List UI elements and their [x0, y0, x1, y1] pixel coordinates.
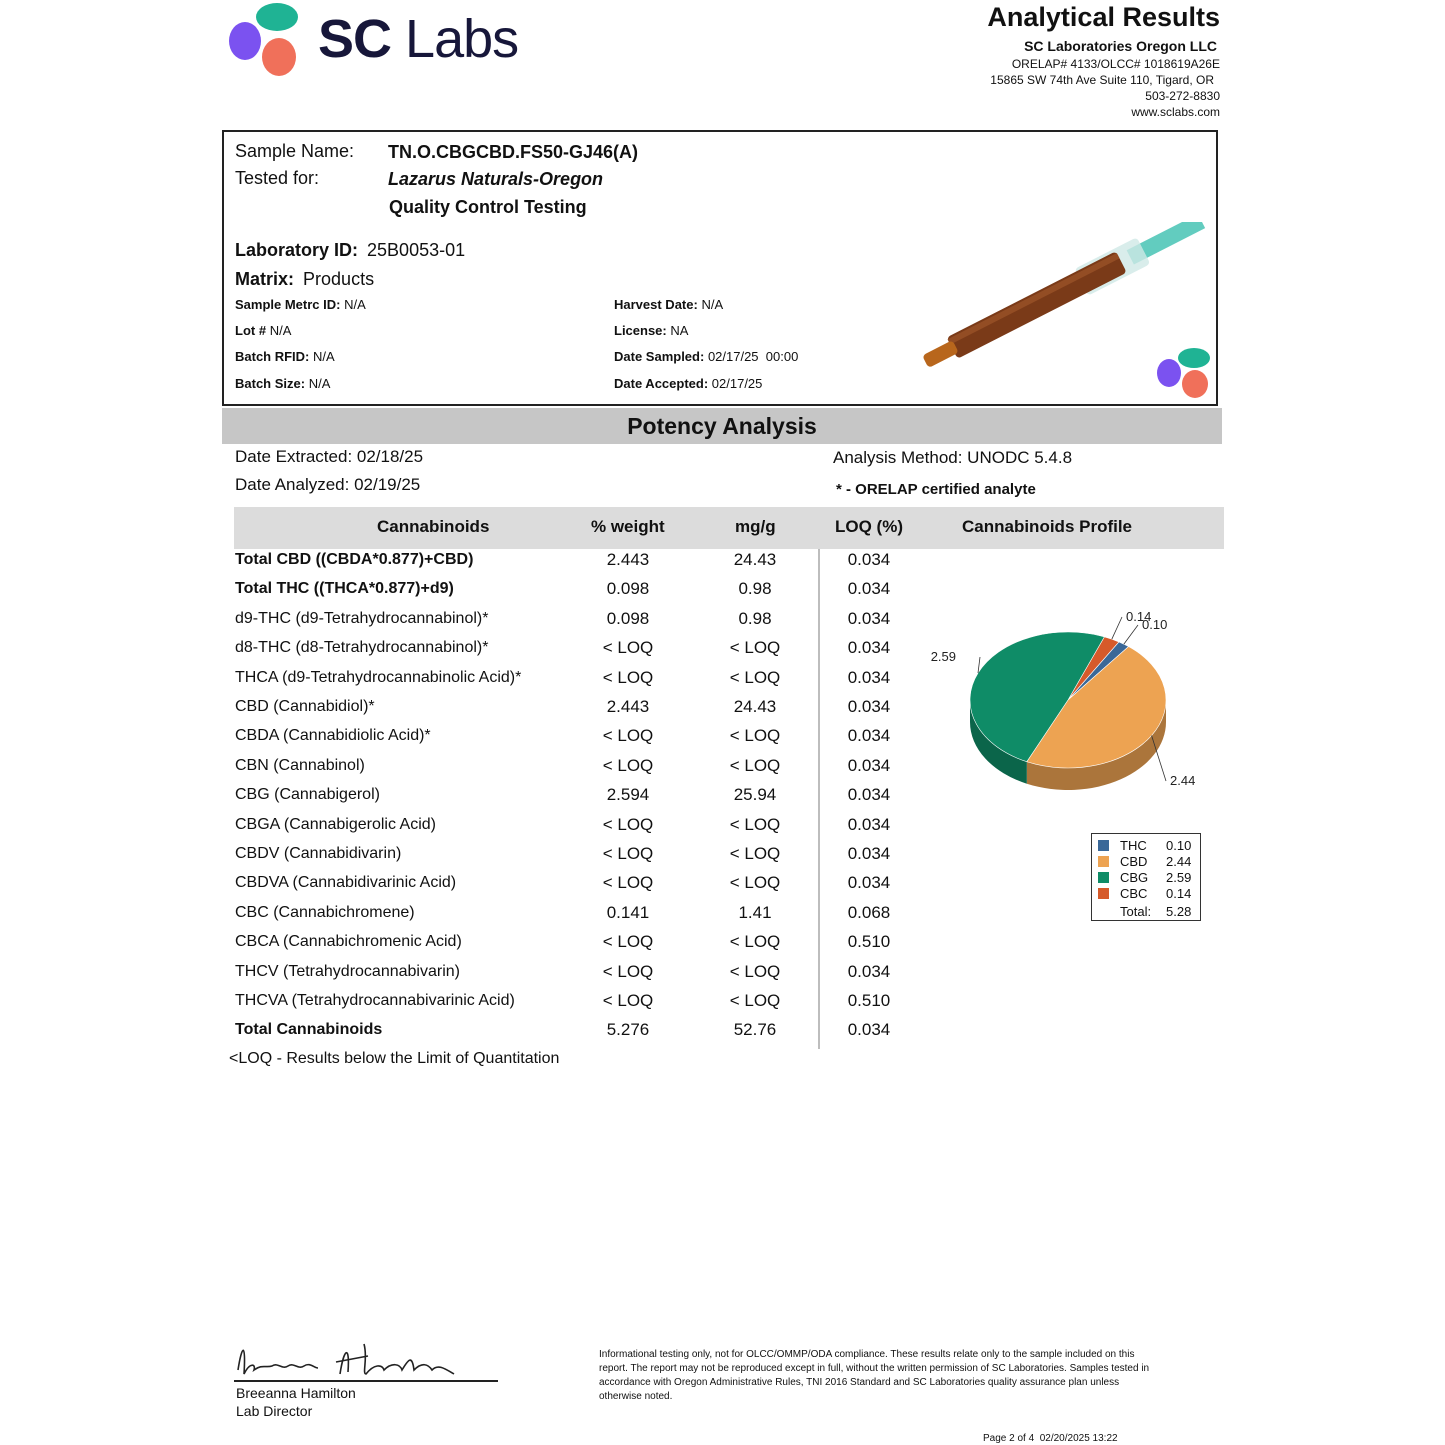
row-loq: 0.034 — [847, 668, 891, 687]
row-loq: 0.034 — [847, 844, 891, 863]
lot-number — [235, 323, 291, 338]
row-mg-per-g: < LOQ — [729, 932, 781, 951]
loq-footnote: <LOQ - Results below the Limit of Quantitation — [229, 1050, 560, 1067]
row-mg-per-g: < LOQ — [729, 638, 781, 657]
metrc-id — [235, 297, 366, 312]
row-percent-weight: < LOQ — [602, 932, 654, 951]
accepted-value: 02/17/25 — [711, 376, 763, 391]
col-profile: Cannabinoids Profile — [962, 517, 1133, 536]
row-mg-per-g: < LOQ — [729, 756, 781, 775]
matrix-label: Matrix: — [235, 269, 295, 289]
row-mg-per-g: 24.43 — [733, 550, 777, 569]
cannabinoid-profile-pie-chart — [900, 600, 1220, 820]
batch-rfid — [235, 349, 335, 364]
row-mg-per-g: < LOQ — [729, 668, 781, 687]
row-percent-weight: < LOQ — [602, 726, 654, 745]
pie-leader-line — [1124, 625, 1138, 644]
row-mg-per-g: 0.98 — [738, 609, 772, 628]
lab-license: ORELAP# 4133/OLCC# 1018619A26E — [1011, 57, 1220, 71]
certified-note: * - ORELAP certified analyte — [836, 481, 1036, 498]
analysis-method: Analysis Method: UNODC 5.4.8 — [833, 448, 1073, 467]
row-loq: 0.034 — [847, 550, 891, 569]
legend-label: CBD — [1120, 854, 1148, 869]
lab-id-label: Laboratory ID: — [235, 240, 359, 260]
legend-item-cbc — [1098, 886, 1192, 901]
lot-value: N/A — [269, 323, 292, 338]
signature-line — [234, 1380, 498, 1382]
row-cannabinoid-name: Total THC ((THCA*0.877)+d9) — [235, 580, 454, 597]
row-loq: 0.034 — [847, 579, 891, 598]
lab-name: SC Laboratories Oregon LLC — [1024, 38, 1217, 54]
legend-total-label: Total: — [1120, 904, 1152, 919]
legend-label: THC — [1120, 838, 1147, 853]
row-mg-per-g: 52.76 — [733, 1020, 777, 1039]
row-loq: 0.510 — [847, 932, 891, 951]
row-mg-per-g: < LOQ — [729, 873, 781, 892]
pie-data-label: 2.59 — [930, 649, 956, 664]
batch-size-value: N/A — [308, 376, 331, 391]
lab-id-value: 25B0053-01 — [367, 240, 466, 260]
row-cannabinoid-name: CBCA (Cannabichromenic Acid) — [235, 933, 462, 950]
signature-image — [232, 1334, 462, 1384]
disclaimer-text: Informational testing only, not for OLCC/OMMP/ODA compliance. These results relate only to the sample included on this report. The report may not be reproduced except in full, without the written permission of SC Laboratories. Samples tested in accordance with Oregon Administrative Rules, TNI 2016 Standard and SC Laboratories quality assurance plan unless otherwise noted. — [599, 1349, 1150, 1402]
row-percent-weight: 2.443 — [606, 550, 650, 569]
potency-section-title: Potency Analysis — [222, 408, 1222, 444]
metrc-id-label: Sample Metrc ID: — [235, 297, 341, 312]
matrix — [235, 269, 374, 290]
tested-for-purpose: Quality Control Testing — [389, 197, 587, 217]
row-cannabinoid-name: CBC (Cannabichromene) — [235, 904, 415, 921]
rfid-label: Batch RFID: — [235, 349, 310, 364]
date-sampled — [614, 349, 798, 364]
row-mg-per-g: < LOQ — [729, 962, 781, 981]
signer-name: Breeanna Hamilton — [236, 1385, 356, 1401]
row-cannabinoid-name: THCA (d9-Tetrahydrocannabinolic Acid)* — [235, 669, 522, 686]
page-info: Page 2 of 4 02/20/2025 13:22 — [983, 1433, 1118, 1444]
legend-total-value: 5.28 — [1166, 904, 1192, 919]
row-percent-weight: < LOQ — [602, 668, 654, 687]
logo-text-labs: Labs — [405, 9, 519, 69]
legend-swatch — [1098, 856, 1109, 867]
row-cannabinoid-name: CBD (Cannabidiol)* — [235, 698, 375, 715]
legend-label: CBC — [1120, 886, 1148, 901]
row-mg-per-g: < LOQ — [729, 726, 781, 745]
license — [614, 323, 688, 338]
license-value: NA — [670, 323, 689, 338]
row-loq: 0.034 — [847, 638, 891, 657]
row-loq: 0.034 — [847, 962, 891, 981]
col-loq: LOQ (%) — [835, 517, 903, 536]
row-cannabinoid-name: Total CBD ((CBDA*0.877)+CBD) — [235, 551, 474, 568]
pie-data-label: 0.10 — [1142, 617, 1168, 632]
row-mg-per-g: < LOQ — [729, 844, 781, 863]
row-percent-weight: 0.098 — [606, 609, 650, 628]
row-loq: 0.034 — [847, 609, 891, 628]
legend-value: 0.10 — [1166, 838, 1192, 853]
legend-swatch — [1098, 840, 1109, 851]
lab-address: 15865 SW 74th Ave Suite 110, Tigard, OR — [990, 73, 1214, 87]
signer-title: Lab Director — [236, 1403, 313, 1419]
legend-value: 0.14 — [1166, 886, 1192, 901]
row-loq: 0.034 — [847, 1020, 891, 1039]
row-percent-weight: 2.594 — [606, 785, 650, 804]
row-percent-weight: < LOQ — [602, 756, 654, 775]
logo-mark-icon — [226, 2, 306, 82]
pie-data-label: 2.44 — [1170, 773, 1196, 788]
batch-size — [235, 376, 330, 391]
row-loq: 0.034 — [847, 726, 891, 745]
row-cannabinoid-name: d9-THC (d9-Tetrahydrocannabinol)* — [235, 610, 489, 627]
date-accepted — [614, 376, 762, 391]
row-percent-weight: < LOQ — [602, 991, 654, 1010]
row-loq: 0.510 — [847, 991, 891, 1010]
matrix-value: Products — [303, 269, 375, 289]
lab-phone: 503-272-8830 — [1145, 89, 1220, 103]
rfid-value: N/A — [313, 349, 335, 364]
sample-name-label: Sample Name: — [235, 141, 355, 161]
row-cannabinoid-name: d8-THC (d8-Tetrahydrocannabinol)* — [235, 639, 489, 656]
row-cannabinoid-name: CBDV (Cannabidivarin) — [235, 845, 402, 862]
legend-value: 2.59 — [1166, 870, 1192, 885]
row-loq: 0.034 — [847, 697, 891, 716]
chart-legend — [1091, 833, 1201, 921]
row-cannabinoid-name: CBN (Cannabinol) — [235, 757, 365, 774]
tested-for-label: Tested for: — [235, 168, 320, 188]
row-loq: 0.034 — [847, 785, 891, 804]
batch-size-label: Batch Size: — [235, 376, 306, 391]
row-loq: 0.034 — [847, 873, 891, 892]
row-percent-weight: 0.098 — [606, 579, 650, 598]
row-loq: 0.068 — [847, 903, 891, 922]
logo-watermark-icon — [1156, 344, 1214, 400]
lot-label: Lot # — [235, 323, 267, 338]
row-mg-per-g: < LOQ — [729, 991, 781, 1010]
harvest-label: Harvest Date: — [614, 297, 698, 312]
legend-swatch — [1098, 888, 1109, 899]
row-cannabinoid-name: CBDVA (Cannabidivarinic Acid) — [235, 874, 457, 891]
metrc-id-value: N/A — [344, 297, 366, 312]
row-loq: 0.034 — [847, 815, 891, 834]
row-percent-weight: 5.276 — [606, 1020, 650, 1039]
legend-value: 2.44 — [1166, 854, 1192, 869]
row-percent-weight: 0.141 — [606, 903, 650, 922]
license-label: License: — [614, 323, 667, 338]
accepted-label: Date Accepted: — [614, 376, 709, 391]
sampled-value: 02/17/25 00:00 — [707, 349, 799, 364]
row-cannabinoid-name: THCVA (Tetrahydrocannabivarinic Acid) — [235, 992, 515, 1009]
date-analyzed: Date Analyzed: 02/19/25 — [235, 475, 421, 494]
row-mg-per-g: 25.94 — [733, 785, 777, 804]
legend-label: CBG — [1120, 870, 1149, 885]
col-mg-per-g: mg/g — [735, 517, 776, 536]
report-title: Analytical Results — [987, 2, 1220, 32]
col-percent-weight: % weight — [591, 517, 665, 536]
row-percent-weight: < LOQ — [602, 638, 654, 657]
row-percent-weight: < LOQ — [602, 844, 654, 863]
sampled-label: Date Sampled: — [614, 349, 705, 364]
row-mg-per-g: 0.98 — [738, 579, 772, 598]
lab-id — [235, 240, 465, 261]
legend-item-cbg — [1098, 870, 1192, 885]
row-cannabinoid-name: Total Cannabinoids — [235, 1021, 383, 1038]
harvest-date — [614, 297, 723, 312]
company-logo — [226, 2, 556, 82]
logo-text-sc: SC — [318, 9, 392, 69]
row-percent-weight: 2.443 — [606, 697, 650, 716]
legend-item-cbd — [1098, 854, 1192, 869]
row-cannabinoid-name: CBDA (Cannabidiolic Acid)* — [235, 727, 431, 744]
tested-for-client: Lazarus Naturals-Oregon — [388, 169, 604, 189]
row-mg-per-g: < LOQ — [729, 815, 781, 834]
row-cannabinoid-name: THCV (Tetrahydrocannabivarin) — [235, 963, 460, 980]
row-percent-weight: < LOQ — [602, 962, 654, 981]
row-cannabinoid-name: CBG (Cannabigerol) — [235, 786, 380, 803]
row-loq: 0.034 — [847, 756, 891, 775]
pie-leader-line — [1112, 617, 1122, 639]
date-extracted: Date Extracted: 02/18/25 — [235, 447, 424, 466]
legend-item-thc — [1098, 838, 1192, 853]
legend-swatch — [1098, 872, 1109, 883]
row-percent-weight: < LOQ — [602, 815, 654, 834]
lab-website[interactable]: www.sclabs.com — [1131, 105, 1220, 119]
row-mg-per-g: 24.43 — [733, 697, 777, 716]
pie-data-label: 0.14 — [1126, 609, 1152, 624]
col-cannabinoids: Cannabinoids — [377, 517, 490, 536]
row-percent-weight: < LOQ — [602, 873, 654, 892]
row-mg-per-g: 1.41 — [738, 903, 772, 922]
sample-name-value: TN.O.CBGCBD.FS50-GJ46(A) — [388, 142, 639, 162]
row-cannabinoid-name: CBGA (Cannabigerolic Acid) — [235, 816, 436, 833]
harvest-value: N/A — [701, 297, 724, 312]
